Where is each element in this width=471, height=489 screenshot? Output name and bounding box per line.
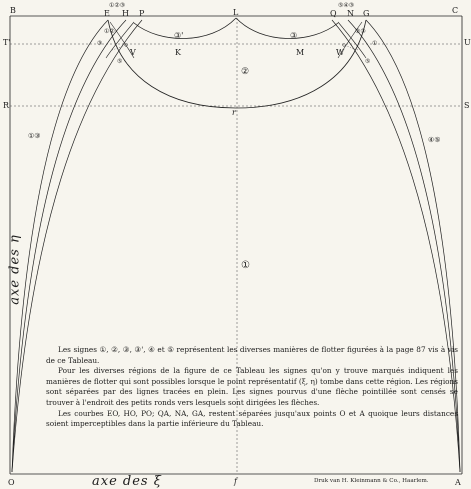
y-axis-label: axe des η: [7, 234, 23, 305]
explanatory-note: [46, 345, 458, 430]
label-m: M: [296, 48, 305, 57]
label-h: H: [122, 9, 129, 18]
region-2: ②: [241, 67, 250, 77]
label-b: B: [10, 6, 16, 15]
label-g: G: [363, 9, 370, 18]
label-e: E: [104, 9, 110, 18]
label-c: C: [452, 6, 459, 15]
label-a: A: [455, 478, 461, 487]
region-top-right-cluster: ⑤④③: [338, 2, 355, 9]
label-r-lower: r: [232, 108, 236, 117]
note-paragraph-2: Pour les diverses régions de la figure de ce Tableau les signes qu'on y trouve marqués indiquent les manières de flotter qui sont possibles lorsque le point représentatif (ξ, η) tombe dans cette région. Les régions sont séparées par des lignes tracées en plein. Les signes pourvus d'une flèche pointillée sont censés se trouver à l'endroit des petits ronds vers lesquels sont dirigées les flèches.: [46, 366, 458, 407]
region-left-side: ①③: [28, 132, 41, 140]
label-k: K: [175, 48, 181, 57]
region-left-small-1: ①②: [104, 28, 115, 35]
label-l: L: [233, 8, 239, 17]
x-axis-label: axe des ξ: [92, 474, 162, 489]
note-paragraph-3: Les courbes EO, HO, PO; QA, NA, GA, restent séparées jusqu'aux points O et A quoique leurs distances soient imperceptibles dans la partie inférieure du Tableau.: [46, 408, 458, 429]
note-paragraph-1: Les signes ①, ②, ③, ③', ④ et ⑤ représentent les diverses manières de flotter figurées à la page 87 vis à vis de ce Tableau.: [46, 345, 458, 365]
label-u: U: [464, 38, 471, 47]
label-p: P: [139, 9, 145, 18]
region-right-small-2: ①: [372, 40, 378, 47]
printer-credit: Druk van H. Kleinmann & Co., Haarlem.: [314, 478, 429, 484]
label-f: f: [234, 477, 237, 486]
arc-k: [134, 18, 236, 39]
region-right-small-1: ②③: [355, 28, 366, 35]
label-t-prime: T': [3, 38, 11, 47]
label-o: O: [8, 478, 15, 487]
region-left-small-2: ③: [97, 40, 103, 47]
label-v: V: [130, 48, 136, 57]
label-n: N: [347, 9, 354, 18]
arc-m: [236, 18, 338, 39]
region-right-side: ④⑤: [428, 136, 441, 144]
region-top-left-cluster: ①②③: [109, 2, 126, 9]
label-r-upper: R: [3, 101, 10, 110]
label-w: W: [336, 48, 345, 57]
region-3: ③: [290, 31, 298, 40]
region-1: ①: [241, 260, 250, 271]
region-left-small-3: ⑤: [117, 58, 123, 65]
label-s: S: [464, 101, 470, 110]
region-right-small-3: ⑤: [365, 58, 371, 65]
label-q: Q: [330, 9, 337, 18]
region-3-prime: ③': [174, 31, 184, 40]
